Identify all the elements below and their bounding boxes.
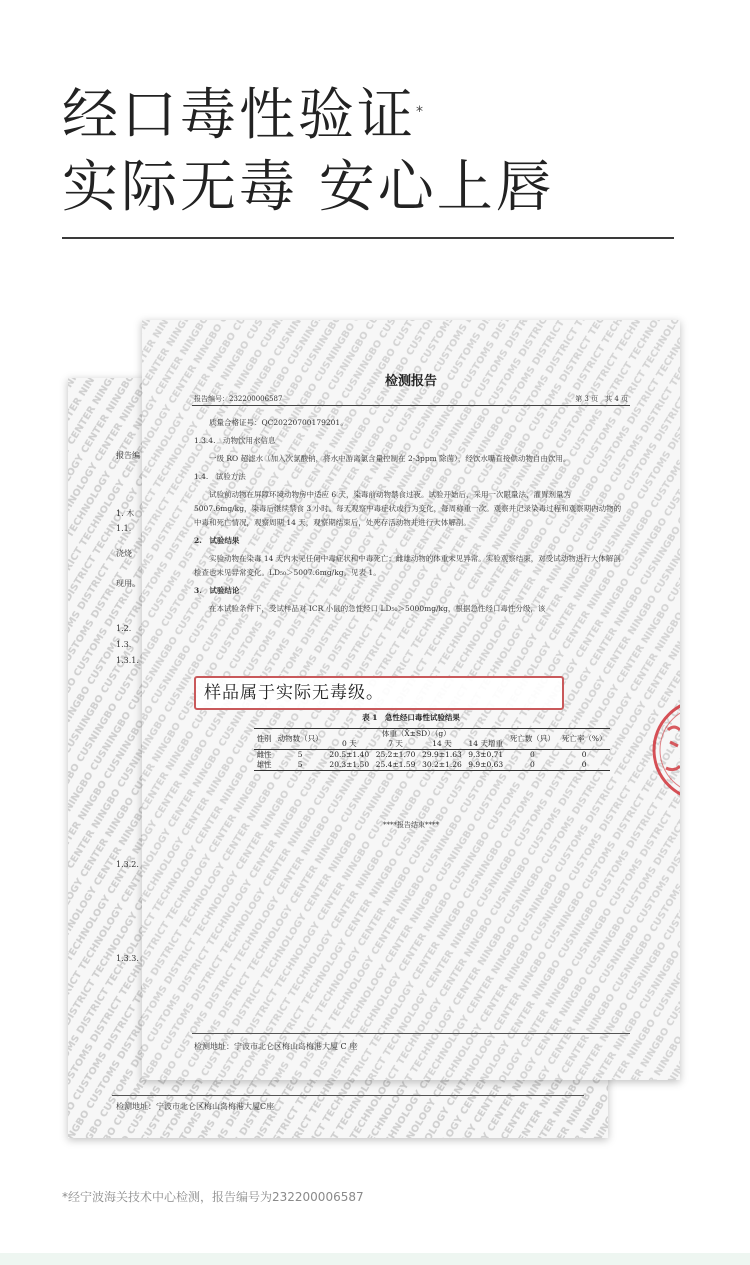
cell-count: 5 — [297, 750, 303, 759]
table-row — [254, 760, 610, 771]
footnote: *经宁波海关技术中心检测，报告编号为232200006587 — [62, 1190, 364, 1204]
cell-day-0: 20.5±1.40 — [329, 750, 370, 759]
report-body — [194, 416, 628, 620]
th-gain: 14 天增重 — [465, 739, 506, 750]
back-left-item: 1. 木 — [116, 509, 135, 518]
back-footer: 检测地址：宁波市北仑区梅山岛梅港大厦C座 — [116, 1102, 275, 1111]
headline-line-2: 实际无毒 安心上唇 — [62, 155, 555, 220]
back-left-item: 1.3.3. — [116, 954, 139, 963]
cell-sex: 雌性 — [256, 750, 272, 759]
cell-gain: 9.3±0.71 — [468, 750, 504, 759]
table-title: 表 1 急性经口毒性试验结果 — [362, 713, 460, 722]
cell-deaths: 0 — [506, 760, 558, 771]
back-left-item: 1.3. — [116, 640, 132, 649]
section-1-4-text: 试验前动物在屏障环境动物房中适应 6 天，染毒前动物禁食过夜。试验开始后，采用一次限量法，灌胃剂量为 5007.6mg/kg，染毒后继续禁食 3 小时。每天观察中毒症状或行为变化，每周称重一次。观察并记录染毒过程和观察期内动物的中毒和死亡情况，观察周期 14 天，观察期结束后，处死存活动物并进行大体解剖。 — [194, 490, 622, 527]
th-day-14: 14 天 — [419, 739, 465, 750]
cell-deaths: 0 — [529, 750, 535, 759]
cell-rate: 0 — [581, 750, 587, 759]
cell-day-7: 25.2±1.70 — [375, 750, 416, 759]
th-count: 动物数（只） — [274, 729, 326, 750]
conclusion-highlight: 样品属于实际无毒级。 — [194, 676, 564, 710]
bottom-band — [0, 1253, 750, 1265]
page-number: 第 3 页 共 4 页 — [575, 395, 628, 403]
report-page-front — [142, 320, 680, 1080]
th-sex: 性别 — [254, 729, 274, 750]
cell-gain: 9.9±0.63 — [465, 760, 506, 771]
th-rate: 死亡率（%） — [558, 729, 610, 750]
front-footer-rule — [192, 1033, 630, 1034]
section-3: 3. 试验结论 — [194, 586, 240, 595]
th-weight: 体重（X̄±SD）（g） — [326, 729, 506, 740]
table-row — [254, 750, 610, 761]
cell-day-7: 25.4±1.59 — [372, 760, 418, 771]
section-2: 2. 试验结果 — [194, 536, 240, 545]
back-left-item: 1.3.1. — [116, 656, 139, 665]
report-title: 检测报告 — [384, 374, 437, 389]
cell-sex: 雄性 — [254, 760, 274, 771]
footnote-mark: * — [416, 104, 426, 120]
results-table — [254, 728, 610, 771]
cell-rate: 0 — [558, 760, 610, 771]
section-1-3-4: 1.3.4. 动物饮用水信息 — [194, 436, 276, 445]
th-day-7: 7 天 — [372, 739, 418, 750]
section-1-4: 1.4. 试验方法 — [194, 472, 246, 481]
back-left-item: 现用。 — [116, 579, 140, 588]
official-seal-icon — [646, 690, 680, 810]
report-number: 报告编号：232200006587 — [194, 395, 283, 403]
section-2-text: 实验动物在染毒 14 天内未见任何中毒症状和中毒死亡；雌雄动物的体重未见异常。实验观察结束，对受试动物进行大体解剖检查也未见异常变化。LD₅₀＞5007.6mg/kg。见表 1。 — [194, 554, 621, 577]
report-end-marker: ****报告结束**** — [383, 821, 439, 829]
back-left-item: 1.3.2. — [116, 860, 139, 869]
header-rule — [192, 405, 630, 406]
back-left-item: 浇烧 — [116, 549, 132, 558]
front-footer: 检测地址：宁波市北仑区梅山岛梅港大厦 C 座 — [194, 1042, 358, 1051]
cell-count: 5 — [274, 760, 326, 771]
headline — [62, 80, 555, 224]
cell-day-0: 20.3±1.50 — [326, 760, 372, 771]
cell-day-14: 30.2±1.26 — [419, 760, 465, 771]
qualification-line: 质量合格证号：QC20220700179201。 — [209, 418, 348, 427]
divider — [62, 237, 674, 239]
section-1-3-4-text: 一级 RO 超滤水（加入次氯酸钠，将水中游离氯含量控制在 2-3ppm 除菌），经饮水嘴直接供动物自由饮用。 — [209, 454, 571, 463]
back-left-item: 1.2. — [116, 624, 132, 633]
back-footer-rule — [112, 1095, 584, 1096]
back-left-item: 1.1. — [116, 524, 132, 533]
back-left-item: 报告编 — [116, 451, 140, 460]
th-day-0: 0 天 — [326, 739, 372, 750]
cell-day-14: 29.9±1.63 — [422, 750, 462, 759]
section-3-text: 在本试验条件下，受试样品对 ICR 小鼠的急性经口 LD₅₀＞5000mg/kg，根据急性经口毒性分级，该 — [209, 604, 546, 613]
th-deaths: 死亡数（只） — [506, 729, 558, 750]
headline-line-1: 经口毒性验证* — [62, 83, 426, 148]
